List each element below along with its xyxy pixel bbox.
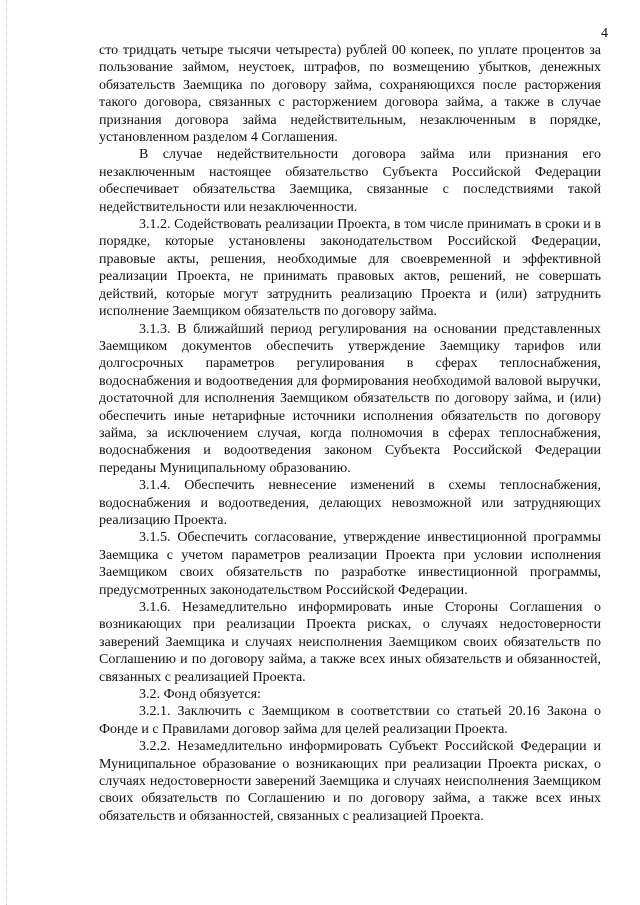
paragraph-3-1-2: 3.1.2. Содействовать реализации Проекта, в том числе принимать в сроки и в порядке, которые установлены законодательством Российской Федерации, правовые акты, решения, необходимые для своевременной и эффективной реализации Проекта, не принимать правовых актов, решений, не совершать действий, которые могут затруднить реализацию Проекта и (или) затруднить исполнение Заемщиком обязательств по договору займа. [99, 217, 601, 320]
paragraph-3-2-2: 3.2.2. Незамедлительно информировать Субъект Российской Федерации и Муниципальное образование о возникающих при реализации Проекта рисках, о случаях недостоверности заверений Заемщика и случаях неисполнения Заемщиком своих обязательств по Соглашению и по договору займа, а также всех иных обязательств и обязанностей, связанных с реализацией Проекта. [99, 739, 601, 824]
paragraph-continuation: сто тридцать четыре тысячи четыреста) рублей 00 копеек, по уплате процентов за пользование займом, неустоек, штрафов, по возмещению убытков, денежных обязательств Заемщика по договору займа, сохраняющихся после расторжения такого договора, связанных с расторжением договора займа, а также в случае признания договора займа недействительным, незаключенным в порядке, установленном разделом 4 Соглашения. [99, 43, 601, 146]
paragraph-invalidity: В случае недействительности договора займа или признания его незаключенным настоящее обязательство Субъекта Российской Федерации обеспечивает обязательства Заемщика, связанные с последствиями такой недействительности или незаключенности. [99, 147, 601, 215]
paragraph-3-2-1: 3.2.1. Заключить с Заемщиком в соответствии со статьей 20.16 Закона о Фонде и с Правилами договор займа для целей реализации Проекта. [99, 704, 601, 737]
paragraph-3-1-6: 3.1.6. Незамедлительно информировать иные Стороны Соглашения о возникающих при реализации Проекта рисках, о случаях недостоверности заверений Заемщика и случаях неисполнения Заемщиком своих обязательств по Соглашению и по договору займа, а также всех иных обязательств и обязанностей, связанных с реализацией Проекта. [99, 600, 601, 685]
paragraph-3-1-3: 3.1.3. В ближайший период регулирования на основании представленных Заемщиком документов обеспечить утверждение Заемщику тарифов или долгосрочных параметров регулирования в сферах теплоснабжения, водоснабжения и водоотведения для формирования необходимой валовой выручки, достаточной для исполнения Заемщиком обязательств по договору займа, и (или) обеспечить иные нетарифные источники исполнения обязательств по договору займа, за исключением случая, когда полномочия в сферах теплоснабжения, водоснабжения и водоотведения законом Субъекта Российской Федерации переданы Муниципальному образованию. [99, 321, 601, 476]
paragraph-3-1-5: 3.1.5. Обеспечить согласование, утверждение инвестиционной программы Заемщика с учетом параметров реализации Проекта при условии исполнения Заемщиком своих обязательств по разработке инвестиционной программы, предусмотренных законодательством Российской Федерации. [99, 530, 601, 598]
paragraph-3-1-4: 3.1.4. Обеспечить невнесение изменений в схемы теплоснабжения, водоснабжения и водоотведения, делающих невозможной или затрудняющих реализацию Проекта. [99, 478, 601, 528]
paragraph-3-2: 3.2. Фонд обязуется: [139, 687, 261, 703]
document-body [99, 42, 601, 825]
scan-edge-line [6, 0, 8, 905]
page-number: 4 [601, 26, 608, 41]
